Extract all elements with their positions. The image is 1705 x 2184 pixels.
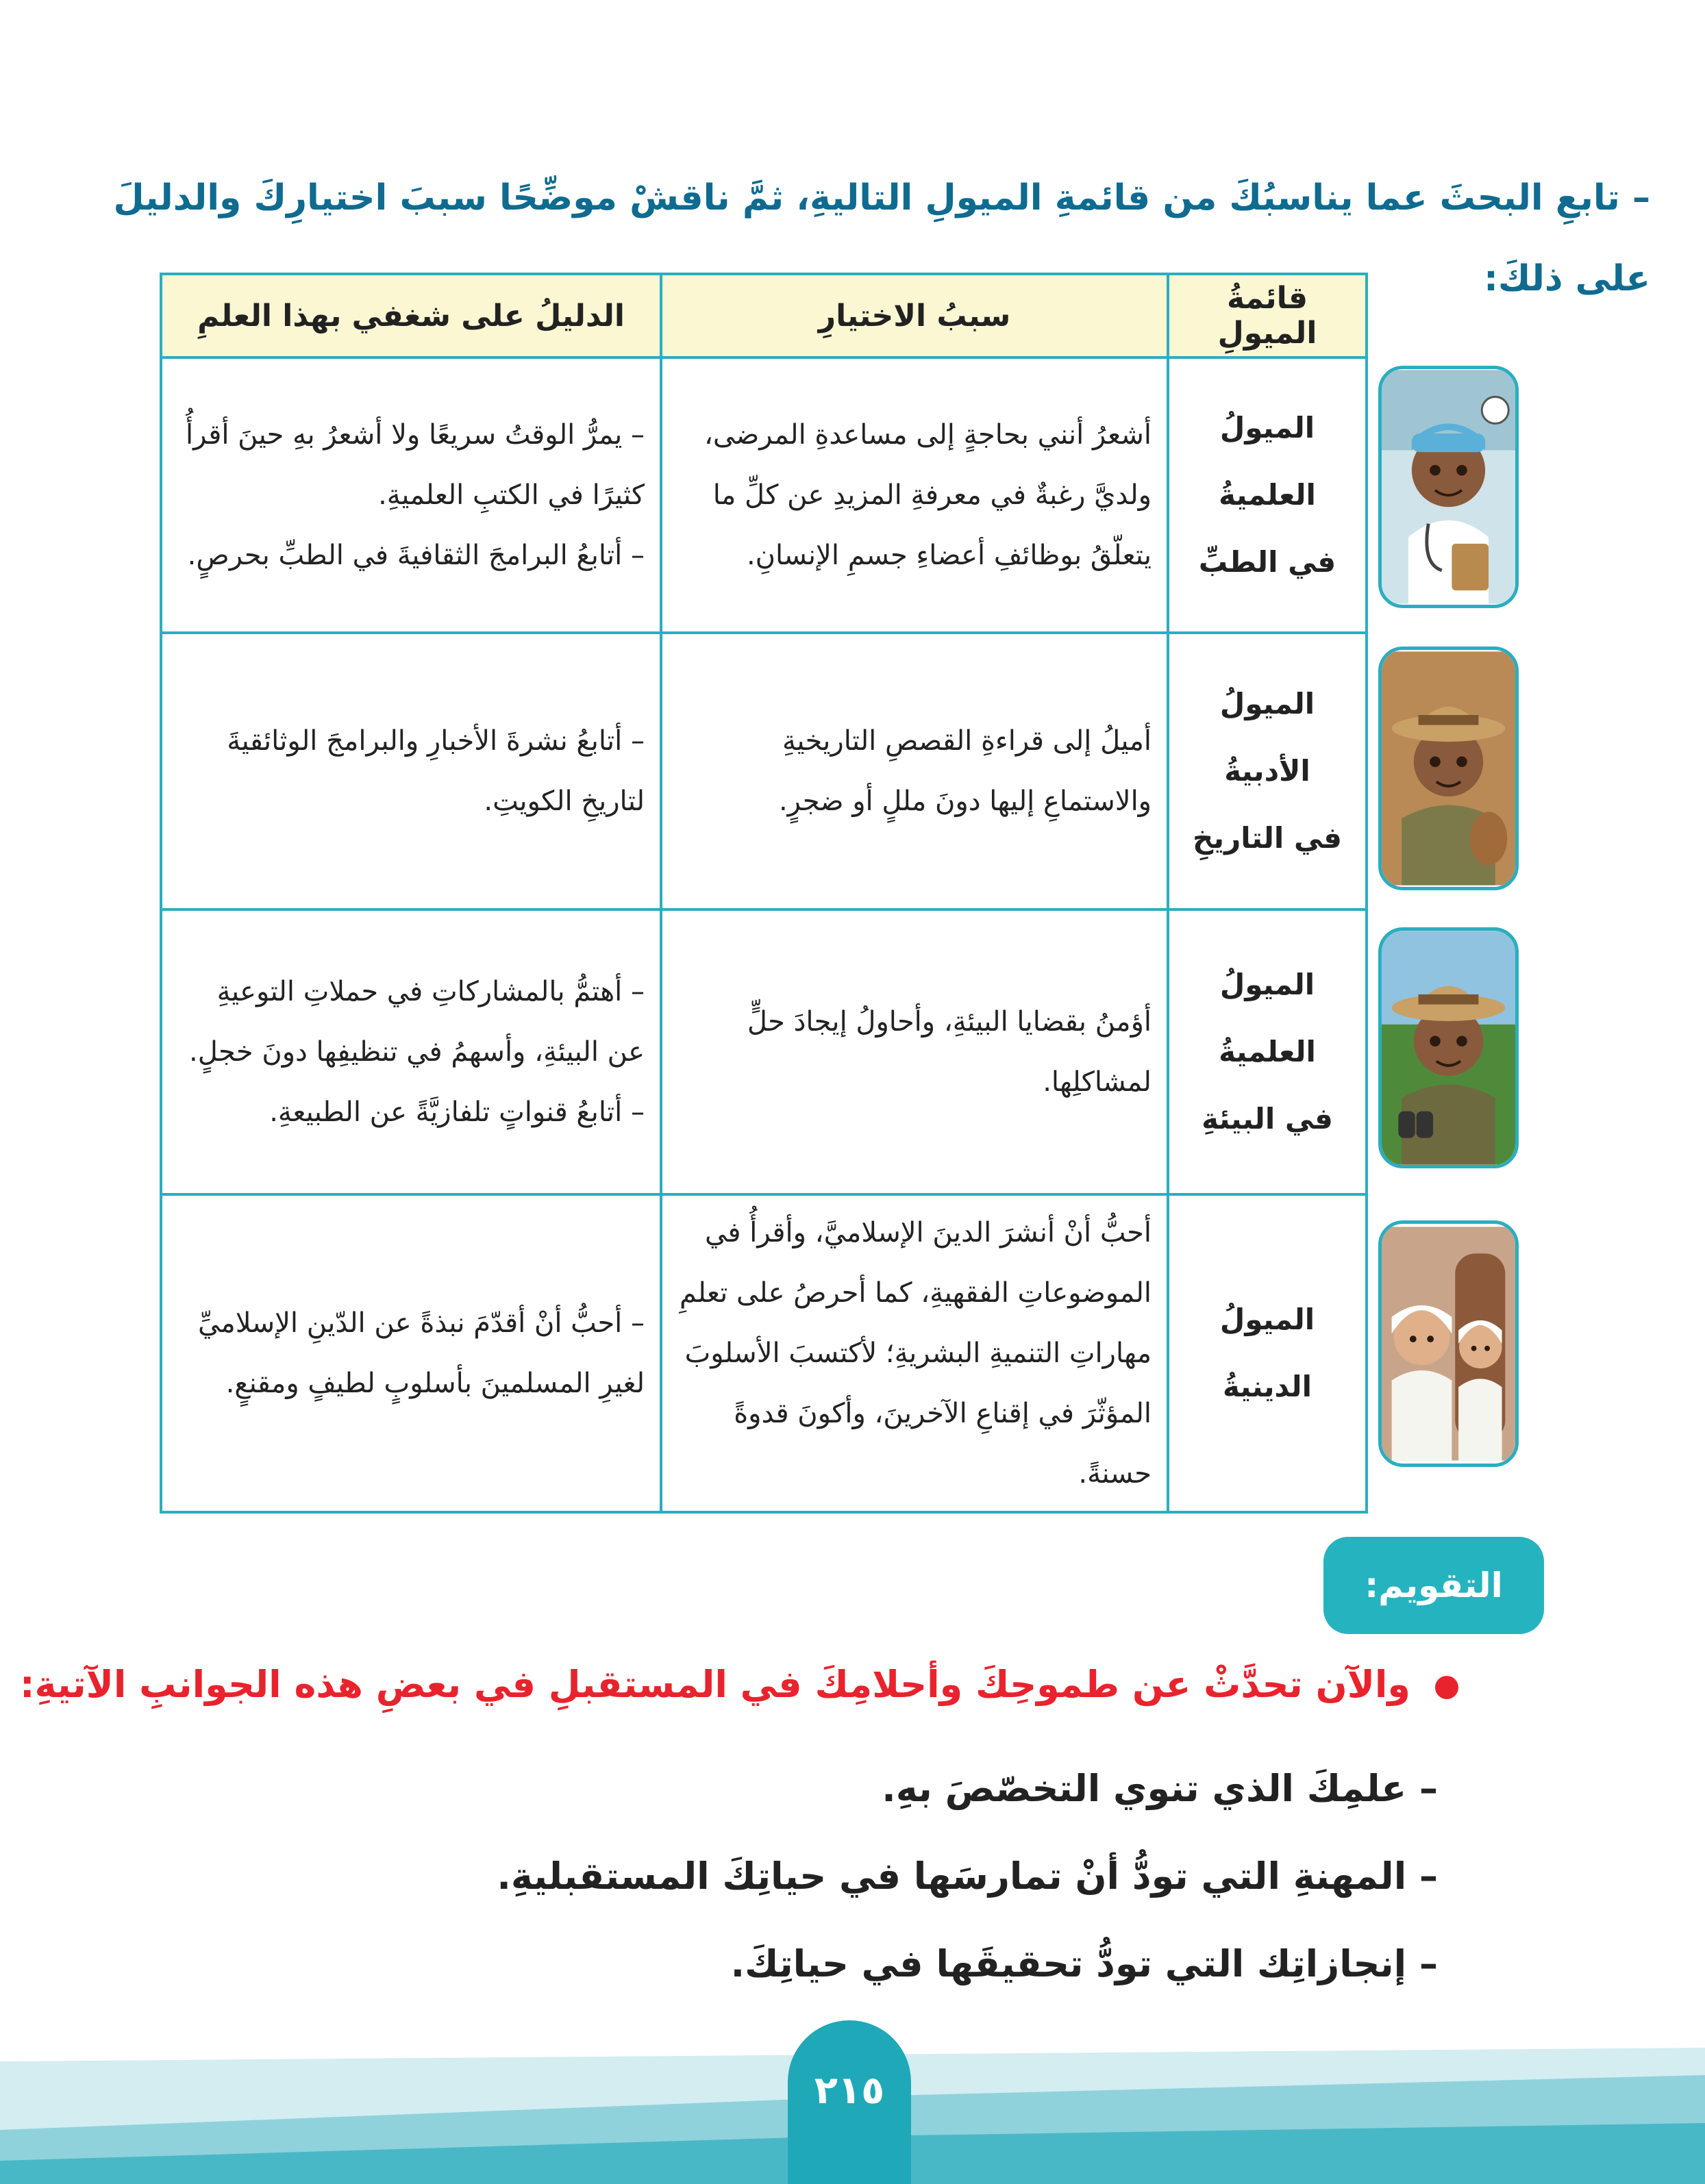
doctor-boy-illustration: [1378, 366, 1519, 608]
interest-label: الميولُ العلميةُ: [1219, 411, 1316, 512]
evidence-item: – أتابعُ قنواتٍ تلفازيَّةً عن الطبيعةِ.: [269, 1096, 645, 1128]
interest-sublabel: في البيئةِ: [1202, 1102, 1333, 1135]
interest-cell: [1168, 357, 1367, 633]
two-boys-icon: [1382, 1224, 1515, 1464]
evidence-item: – أحبُّ أنْ أقدّمَ نبذةً عن الدّينِ الإسلاميِّ لغيرِ المسلمينَ بأسلوبٍ لطيفٍ ومقنعٍ.: [197, 1307, 645, 1399]
table-row: [161, 357, 1367, 633]
explorer-boy-icon: [1382, 931, 1515, 1165]
evidence-cell: [161, 909, 661, 1194]
interest-label: الميولُ الأدبيةُ: [1219, 687, 1315, 788]
interests-table: [160, 273, 1368, 1514]
evidence-cell: [161, 633, 661, 909]
interest-cell: [1168, 1194, 1367, 1512]
evidence-item: – يمرُّ الوقتُ سريعًا ولا أشعرُ بهِ حينَ أقرأُ كثيرًا في الكتبِ العلميةِ.: [186, 419, 645, 511]
table-row: [161, 633, 1367, 909]
reason-cell: أميلُ إلى قراءةِ القصصِ التاريخيةِ والاستماعِ إليها دونَ مللٍ أو ضجرٍ.: [661, 633, 1168, 909]
reason-cell: أشعرُ أنني بحاجةٍ إلى مساعدةِ المرضى، ولديَّ رغبةٌ في معرفةِ المزيدِ عن كلِّ ما يتعلّقُ بوظائفِ أعضاءِ جسمِ الإنسانِ.: [661, 357, 1168, 633]
interest-cell: [1168, 909, 1367, 1194]
evidence-cell: [161, 357, 661, 633]
evidence-item: – أتابعُ البرامجَ الثقافيةَ في الطبِّ بحرصٍ.: [187, 540, 645, 571]
interest-cell: [1168, 633, 1367, 909]
header-interest: قائمةُ الميولِ: [1168, 274, 1367, 357]
aspect-item: – المهنةِ التي تودُّ أنْ تمارسَها في حياتِكَ المستقبليةِ.: [497, 1855, 1438, 1898]
table-header-row: [161, 274, 1367, 357]
reason-cell: أؤمنُ بقضايا البيئةِ، وأحاولُ إيجادَ حلٍّ لمشاكلِها.: [661, 909, 1168, 1194]
evidence-item: – أتابعُ نشرةَ الأخبارِ والبرامجَ الوثائقيةَ لتاريخِ الكويتِ.: [227, 725, 645, 817]
interest-sublabel: في التاريخِ: [1193, 821, 1342, 855]
evaluation-badge: التقويم:: [1323, 1537, 1544, 1634]
evidence-cell: [161, 1194, 661, 1512]
interest-label: الميولُ العلميةُ: [1219, 968, 1316, 1068]
bullet-icon: [1435, 1676, 1458, 1699]
reason-cell: أحبُّ أنْ أنشرَ الدينَ الإسلاميَّ، وأقرأُ في الموضوعاتِ الفقهيةِ، كما أحرصُ على تعلمِ مهاراتِ التنميةِ البشريةِ؛ لأكتسبَ الأسلوبَ المؤثّرَ في إقناعِ الآخرينَ، وأكونَ قدوةً حسنةً.: [661, 1194, 1168, 1512]
doctor-boy-icon: [1382, 369, 1515, 605]
table-row: [161, 1194, 1367, 1512]
aspect-item: – إنجازاتِك التي تودُّ تحقيقَها في حياتِكَ.: [730, 1942, 1438, 1985]
header-reason: سببُ الاختيارِ: [661, 274, 1168, 357]
evidence-item: – أهتمُّ بالمشاركاتِ في حملاتِ التوعيةِ عن البيئةِ، وأسهمُ في تنظيفِها دونَ خجلٍ.: [189, 976, 645, 1068]
instruction-line2: على ذلكَ:: [1484, 258, 1650, 299]
interest-label: الميولُ الدينيةُ: [1219, 1303, 1315, 1403]
instruction-line1: – تابعِ البحثَ عما يناسبُكَ من قائمةِ الميولِ التاليةِ، ثمَّ ناقشْ موضِّحًا سببَ اختيارِكَ والدليلَ: [113, 177, 1650, 218]
interest-sublabel: في الطبِّ: [1198, 545, 1336, 579]
environment-boy-illustration: [1378, 927, 1519, 1168]
evaluation-prompt: والآن تحدَّثْ عن طموحِكَ وأحلامِكَ في المستقبلِ في بعضِ هذه الجوانبِ الآتيةِ:: [19, 1663, 1410, 1706]
aspect-item: – علمِكَ الذي تنوي التخصّصَ بهِ.: [882, 1767, 1438, 1810]
religious-boys-illustration: [1378, 1220, 1519, 1467]
historian-boy-illustration: [1378, 647, 1519, 890]
page-number: ٢١٥: [788, 2020, 911, 2184]
header-evidence: الدليلُ على شغفي بهذا العلمِ: [161, 274, 661, 357]
table-row: [161, 909, 1367, 1194]
historian-boy-icon: [1382, 650, 1515, 887]
